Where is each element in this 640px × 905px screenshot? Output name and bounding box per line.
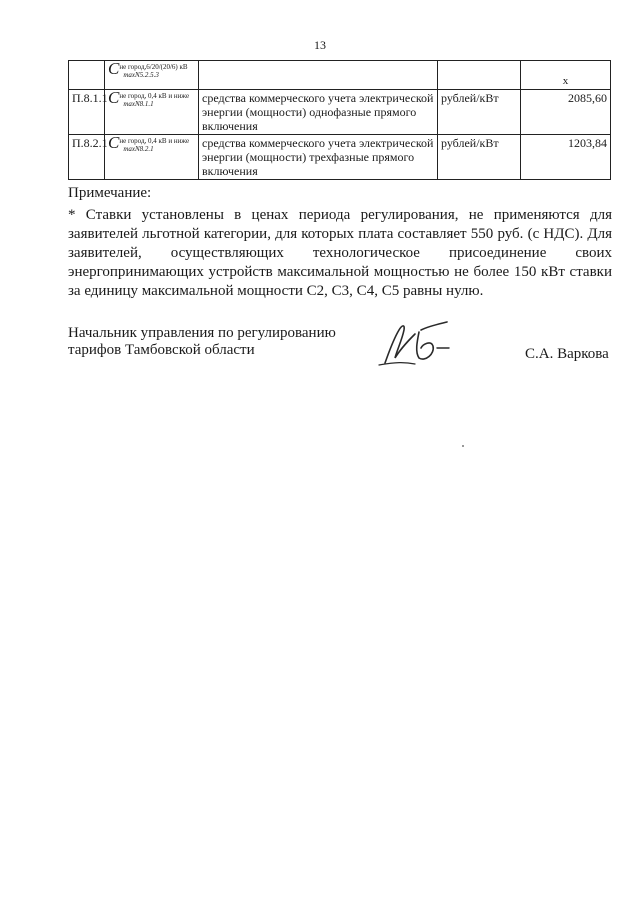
rate-symbol: C не город, 0,4 кВ и ниже maxN8.2.1 — [108, 133, 190, 153]
note-title: Примечание: — [68, 185, 152, 201]
table-cell-unit: рублей/кВт — [438, 135, 521, 180]
table-cell-unit: рублей/кВт — [438, 90, 521, 135]
signer-position-line: тарифов Тамбовской области — [68, 342, 255, 358]
table-cell-symbol — [105, 61, 199, 90]
table-cell-value: 1203,84 — [521, 135, 611, 180]
signer-name: С.А. Варкова — [525, 346, 609, 362]
table-cell-code: П.8.2.1 — [69, 135, 105, 180]
table-row — [69, 135, 611, 180]
scan-speck — [462, 445, 464, 447]
tariff-table — [68, 60, 611, 180]
table-cell-description: средства коммерческого учета электрической энергии (мощности) однофазные прямого включения — [199, 90, 438, 135]
table-cell-value: х — [521, 61, 611, 90]
table-row — [69, 90, 611, 135]
table-cell-code — [69, 61, 105, 90]
table-cell-unit — [438, 61, 521, 90]
table-cell-symbol — [105, 90, 199, 135]
signer-position-line: Начальник управления по регулированию — [68, 325, 336, 341]
page-number: 13 — [314, 38, 326, 52]
rate-symbol: C не город,6/20/(20/6) кВ maxN5.2.5.3 — [108, 59, 188, 79]
signer-position — [68, 325, 336, 359]
table-cell-description: средства коммерческого учета электрической энергии (мощности) трехфазные прямого включения — [199, 135, 438, 180]
rate-symbol: C не город, 0,4 кВ и ниже maxN8.1.1 — [108, 88, 190, 108]
table-cell-description — [199, 61, 438, 90]
table-cell-code: П.8.1.1 — [69, 90, 105, 135]
table-cell-value: 2085,60 — [521, 90, 611, 135]
table-row — [69, 61, 611, 90]
table-cell-symbol — [105, 135, 199, 180]
handwritten-signature — [375, 318, 470, 368]
note-text: * Ставки установлены в ценах периода регулирования, не применяются для заявителей льготной категории, для которых плата составляет 550 руб. (с НДС). Для заявителей, осуществляющих технологическое присоединение своих энергопринимающих устройств максимальной мощностью не более 150 кВт ставки за единицу максимальной мощности С2, С3, С4, С5 равны нулю. — [68, 207, 612, 299]
